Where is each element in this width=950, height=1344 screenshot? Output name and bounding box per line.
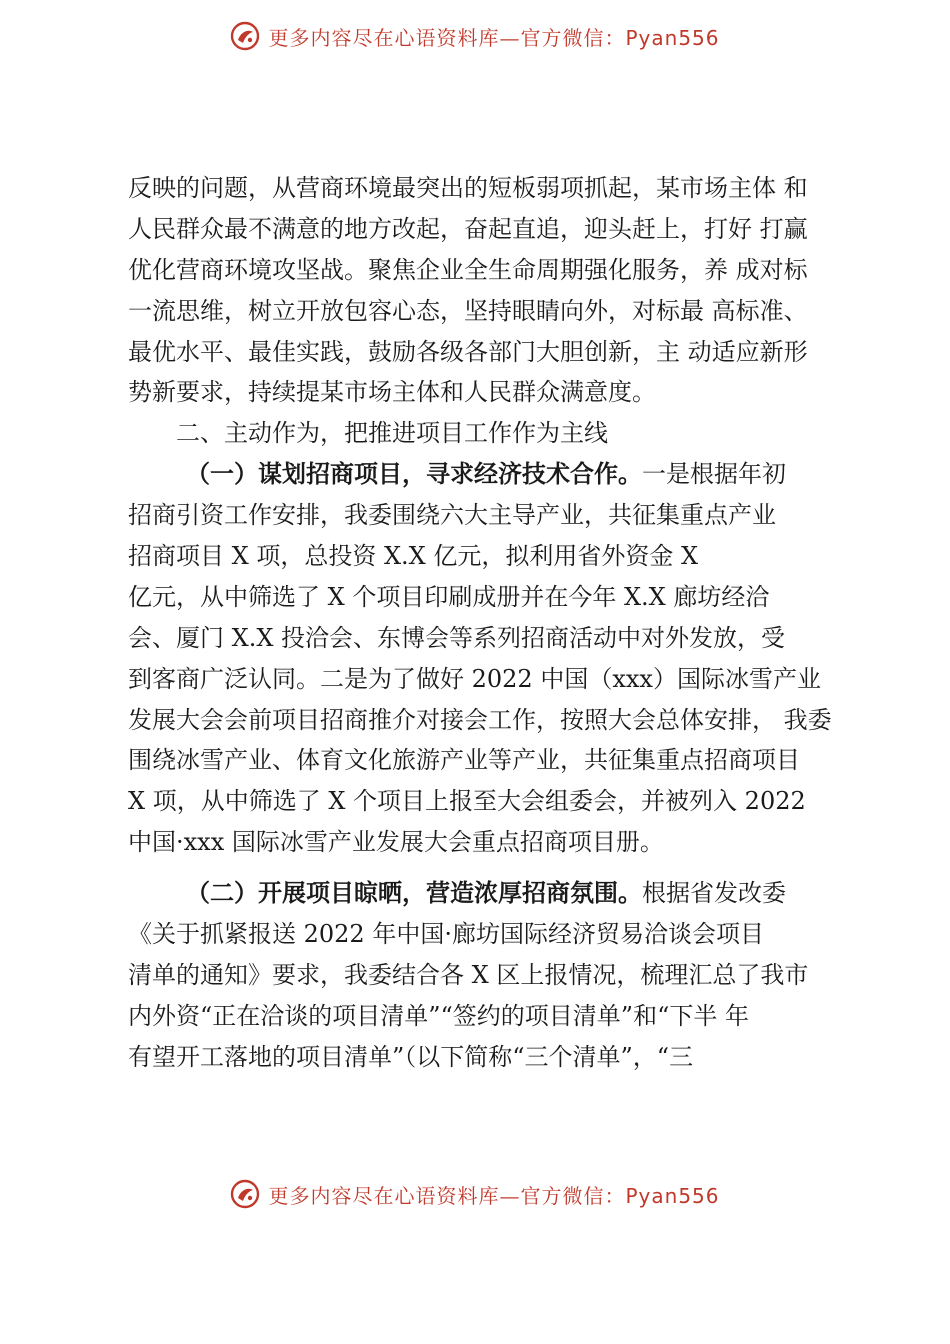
text-line: 围绕冰雪产业、体育文化旅游产业等产业，共征集重点招商项目 [128, 746, 800, 775]
text-line: 一流思维，树立开放包容心态，坚持眼睛向外，对标最 高标准、 [128, 296, 808, 325]
text-line: 招商引资工作安排，我委围绕六大主导产业，共征集重点产业 [128, 501, 776, 530]
brand-logo-icon [230, 1179, 260, 1209]
section-heading: 二、主动作为，把推进项目工作作为主线 [176, 419, 608, 448]
banner-wechat-id: Pyan556 [625, 1183, 720, 1208]
header-banner [0, 14, 950, 58]
paragraph-gap [128, 863, 868, 873]
paragraph-first-line [128, 873, 868, 914]
text-line: 清单的通知》要求，我委结合各 X 区上报情况，梳理汇总了我市 [128, 960, 809, 989]
paragraph-lead-rest: 一是根据年初 [642, 460, 786, 489]
text-line: 有望开工落地的项目清单”（以下简称“三个清单”，“三 [128, 1042, 694, 1071]
banner-text [268, 1180, 719, 1209]
text-line: 反映的问题，从营商环境最突出的短板弱项抓起，某市场主体 和 [128, 174, 808, 202]
text-line: X 项，从中筛选了 X 个项目上报至大会组委会，并被列入 2022 [128, 787, 806, 816]
text-line: 亿元，从中筛选了 X 个项目印刷成册并在今年 X.X 廊坊经洽 [128, 582, 770, 611]
banner-wechat-id: Pyan556 [625, 25, 720, 50]
banner-text [268, 22, 719, 51]
brand-logo-icon [230, 21, 260, 51]
paragraph-lead-bold: （一）谋划招商项目，寻求经济技术合作。 [186, 460, 642, 489]
text-line: 会、厦门 X.X 投洽会、东博会等系列招商活动中对外发放，受 [128, 623, 786, 652]
document-body [128, 168, 868, 1078]
text-line: 最优水平、最佳实践，鼓励各级各部门大胆创新，主 动适应新形 [128, 337, 808, 366]
text-line: 到客商广泛认同。二是为了做好 2022 中国（xxx）国际冰雪产业 [128, 664, 821, 693]
text-line: 势新要求，持续提某市场主体和人民群众满意度。 [128, 378, 656, 407]
paragraph-first-line [128, 454, 868, 495]
text-line: 优化营商环境攻坚战。聚焦企业全生命周期强化服务，养 成对标 [128, 255, 808, 284]
text-line: 内外资“正在洽谈的项目清单”“签约的项目清单”和“下半 年 [128, 1001, 749, 1030]
banner-slogan: 更多内容尽在心语资料库—官方微信： [268, 25, 626, 50]
banner-slogan: 更多内容尽在心语资料库—官方微信： [268, 1183, 626, 1208]
text-line: 招商项目 X 项，总投资 X.X 亿元，拟利用省外资金 X [128, 542, 699, 571]
text-line: 发展大会会前项目招商推介对接会工作，按照大会总体安排， 我委 [128, 705, 832, 734]
footer-banner [0, 1172, 950, 1216]
text-line: 《关于抓紧报送 2022 年中国·廊坊国际经济贸易洽谈会项目 [128, 920, 764, 949]
text-line: 人民群众最不满意的地方改起，奋起直追，迎头赶上，打好 打赢 [128, 214, 808, 243]
text-line: 中国·xxx 国际冰雪产业发展大会重点招商项目册。 [128, 828, 664, 857]
paragraph-lead-rest: 根据省发改委 [642, 879, 786, 908]
paragraph-lead-bold: （二）开展项目晾晒，营造浓厚招商氛围。 [186, 879, 642, 908]
